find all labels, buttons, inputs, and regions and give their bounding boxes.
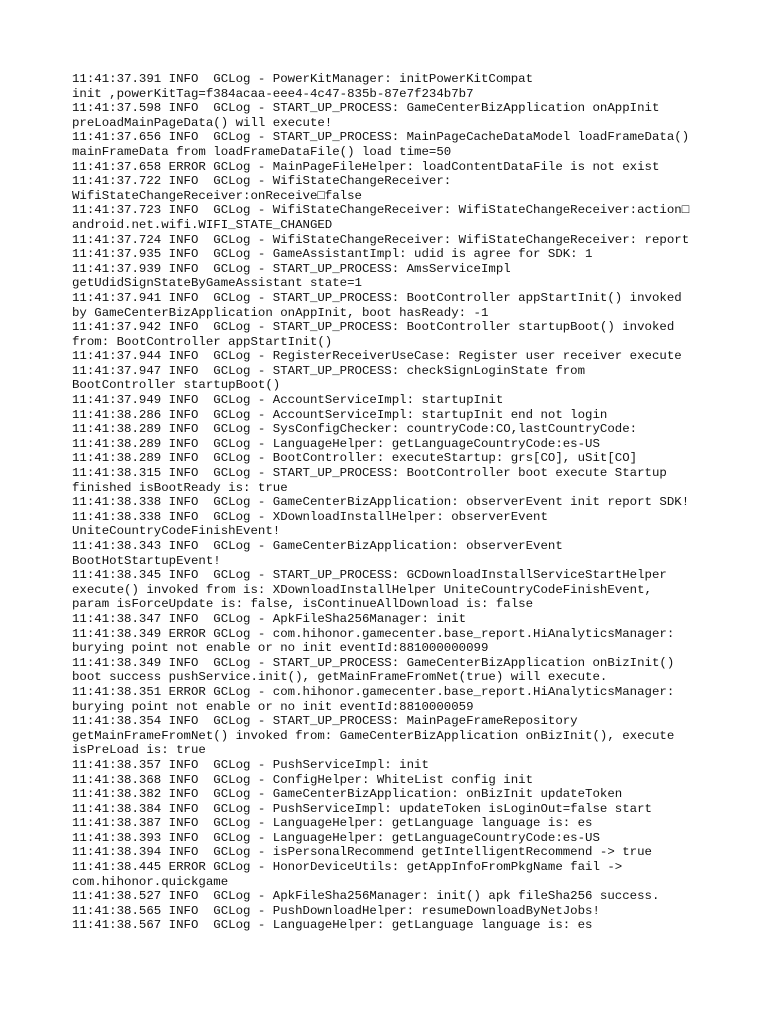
- log-line: 11:41:37.941 INFO GCLog - START_UP_PROCESS: BootController appStartInit() invoked: [72, 290, 682, 305]
- log-line: 11:41:38.289 INFO GCLog - LanguageHelper: getLanguageCountryCode:es-US: [72, 436, 600, 451]
- log-line: param isForceUpdate is: false, isContinueAllDownload is: false: [72, 597, 534, 612]
- log-line: 11:41:37.598 INFO GCLog - START_UP_PROCESS: GameCenterBizApplication onAppInit: [72, 101, 660, 116]
- log-line: 11:41:37.935 INFO GCLog - GameAssistantImpl: udid is agree for SDK: 1: [72, 247, 593, 262]
- log-line: 11:41:38.394 INFO GCLog - isPersonalRecommend getIntelligentRecommend -> true: [72, 845, 652, 860]
- log-line: 11:41:37.947 INFO GCLog - START_UP_PROCESS: checkSignLoginState from: [72, 363, 586, 378]
- log-line: 11:41:37.391 INFO GCLog - PowerKitManager: initPowerKitCompat: [72, 72, 534, 86]
- log-line: execute() invoked from is: XDownloadInstallHelper UniteCountryCodeFinishEvent,: [72, 582, 652, 597]
- log-line: from: BootController appStartInit(): [72, 334, 333, 349]
- log-line: 11:41:38.527 INFO GCLog - ApkFileSha256Manager: init() apk fileSha256 success.: [72, 889, 660, 904]
- log-line: 11:41:38.354 INFO GCLog - START_UP_PROCESS: MainPageFrameRepository: [72, 714, 578, 729]
- log-line: 11:41:38.338 INFO GCLog - XDownloadInstallHelper: observerEvent: [72, 509, 548, 524]
- log-line: isPreLoad is: true: [72, 743, 206, 758]
- log-line: 11:41:37.723 INFO GCLog - WifiStateChangeReceiver: WifiStateChangeReceiver:action□: [72, 203, 690, 218]
- log-line: 11:41:37.944 INFO GCLog - RegisterReceiverUseCase: Register user receiver execute: [72, 349, 682, 364]
- log-line: UniteCountryCodeFinishEvent!: [72, 524, 281, 539]
- log-line: com.hihonor.quickgame: [72, 874, 229, 889]
- log-line: boot success pushService.init(), getMainFrameFromNet(true) will execute.: [72, 670, 608, 685]
- log-line: mainFrameData from loadFrameDataFile() load time=50: [72, 144, 452, 159]
- log-line: 11:41:38.368 INFO GCLog - ConfigHelper: WhiteList config init: [72, 772, 534, 787]
- log-line: 11:41:38.345 INFO GCLog - START_UP_PROCESS: GCDownloadInstallServiceStartHelper: [72, 568, 667, 583]
- log-line: 11:41:38.289 INFO GCLog - SysConfigChecker: countryCode:CO,lastCountryCode:: [72, 422, 638, 437]
- log-line: 11:41:38.349 INFO GCLog - START_UP_PROCESS: GameCenterBizApplication onBizInit(): [72, 655, 675, 670]
- log-line: 11:41:37.658 ERROR GCLog - MainPageFileHelper: loadContentDataFile is not exist: [72, 159, 660, 174]
- log-line: BootController startupBoot(): [72, 378, 281, 393]
- log-line: 11:41:38.357 INFO GCLog - PushServiceImpl: init: [72, 757, 429, 772]
- log-line: burying point not enable or no init eventId:881000000099: [72, 641, 489, 656]
- log-line: 11:41:38.565 INFO GCLog - PushDownloadHelper: resumeDownloadByNetJobs!: [72, 903, 600, 918]
- log-line: preLoadMainPageData() will execute!: [72, 115, 333, 130]
- log-line: 11:41:37.722 INFO GCLog - WifiStateChangeReceiver:: [72, 174, 452, 189]
- log-line: BootHotStartupEvent!: [72, 553, 221, 568]
- log-line: 11:41:37.942 INFO GCLog - START_UP_PROCESS: BootController startupBoot() invoked: [72, 320, 675, 335]
- log-line: 11:41:38.351 ERROR GCLog - com.hihonor.gamecenter.base_report.HiAnalyticsManager:: [72, 684, 675, 699]
- log-line: burying point not enable or no init eventId:8810000059: [72, 699, 474, 714]
- log-line: getUdidSignStateByGameAssistant state=1: [72, 276, 362, 291]
- log-line: init ,powerKitTag=f384acaa-eee4-4c47-835b-87e7f234b7b7: [72, 86, 474, 101]
- log-line: 11:41:37.656 INFO GCLog - START_UP_PROCESS: MainPageCacheDataModel loadFrameData(): [72, 130, 690, 145]
- log-line: WifiStateChangeReceiver:onReceive□false: [72, 188, 362, 203]
- log-line: 11:41:38.349 ERROR GCLog - com.hihonor.gamecenter.base_report.HiAnalyticsManager:: [72, 626, 675, 641]
- log-line: 11:41:38.286 INFO GCLog - AccountServiceImpl: startupInit end not login: [72, 407, 608, 422]
- log-line: 11:41:38.384 INFO GCLog - PushServiceImpl: updateToken isLoginOut=false start: [72, 801, 652, 816]
- log-line: 11:41:38.393 INFO GCLog - LanguageHelper: getLanguageCountryCode:es-US: [72, 830, 600, 845]
- log-text: [72, 72, 698, 933]
- log-line: android.net.wifi.WIFI_STATE_CHANGED: [72, 217, 333, 232]
- log-line: by GameCenterBizApplication onAppInit, boot hasReady: -1: [72, 305, 489, 320]
- log-line: 11:41:38.347 INFO GCLog - ApkFileSha256Manager: init: [72, 611, 467, 626]
- log-line: 11:41:37.939 INFO GCLog - START_UP_PROCESS: AmsServiceImpl: [72, 261, 511, 276]
- log-line: 11:41:38.567 INFO GCLog - LanguageHelper: getLanguage language is: es: [72, 918, 593, 933]
- log-line: 11:41:38.382 INFO GCLog - GameCenterBizApplication: onBizInit updateToken: [72, 787, 623, 802]
- log-line: 11:41:37.949 INFO GCLog - AccountServiceImpl: startupInit: [72, 393, 504, 408]
- log-line: finished isBootReady is: true: [72, 480, 288, 495]
- log-line: 11:41:38.343 INFO GCLog - GameCenterBizApplication: observerEvent: [72, 539, 563, 553]
- log-line: 11:41:38.338 INFO GCLog - GameCenterBizApplication: observerEvent init report SDK!: [72, 495, 690, 510]
- log-line: 11:41:38.387 INFO GCLog - LanguageHelper: getLanguage language is: es: [72, 816, 593, 831]
- log-line: 11:41:37.724 INFO GCLog - WifiStateChangeReceiver: WifiStateChangeReceiver: report: [72, 232, 690, 247]
- log-line: 11:41:38.315 INFO GCLog - START_UP_PROCESS: BootController boot execute Startup: [72, 466, 667, 481]
- log-line: 11:41:38.445 ERROR GCLog - HonorDeviceUtils: getAppInfoFromPkgName fail ->: [72, 860, 623, 875]
- log-line: getMainFrameFromNet() invoked from: GameCenterBizApplication onBizInit(), execute: [72, 728, 675, 743]
- log-line: 11:41:38.289 INFO GCLog - BootController: executeStartup: grs[CO], uSit[CO]: [72, 451, 638, 466]
